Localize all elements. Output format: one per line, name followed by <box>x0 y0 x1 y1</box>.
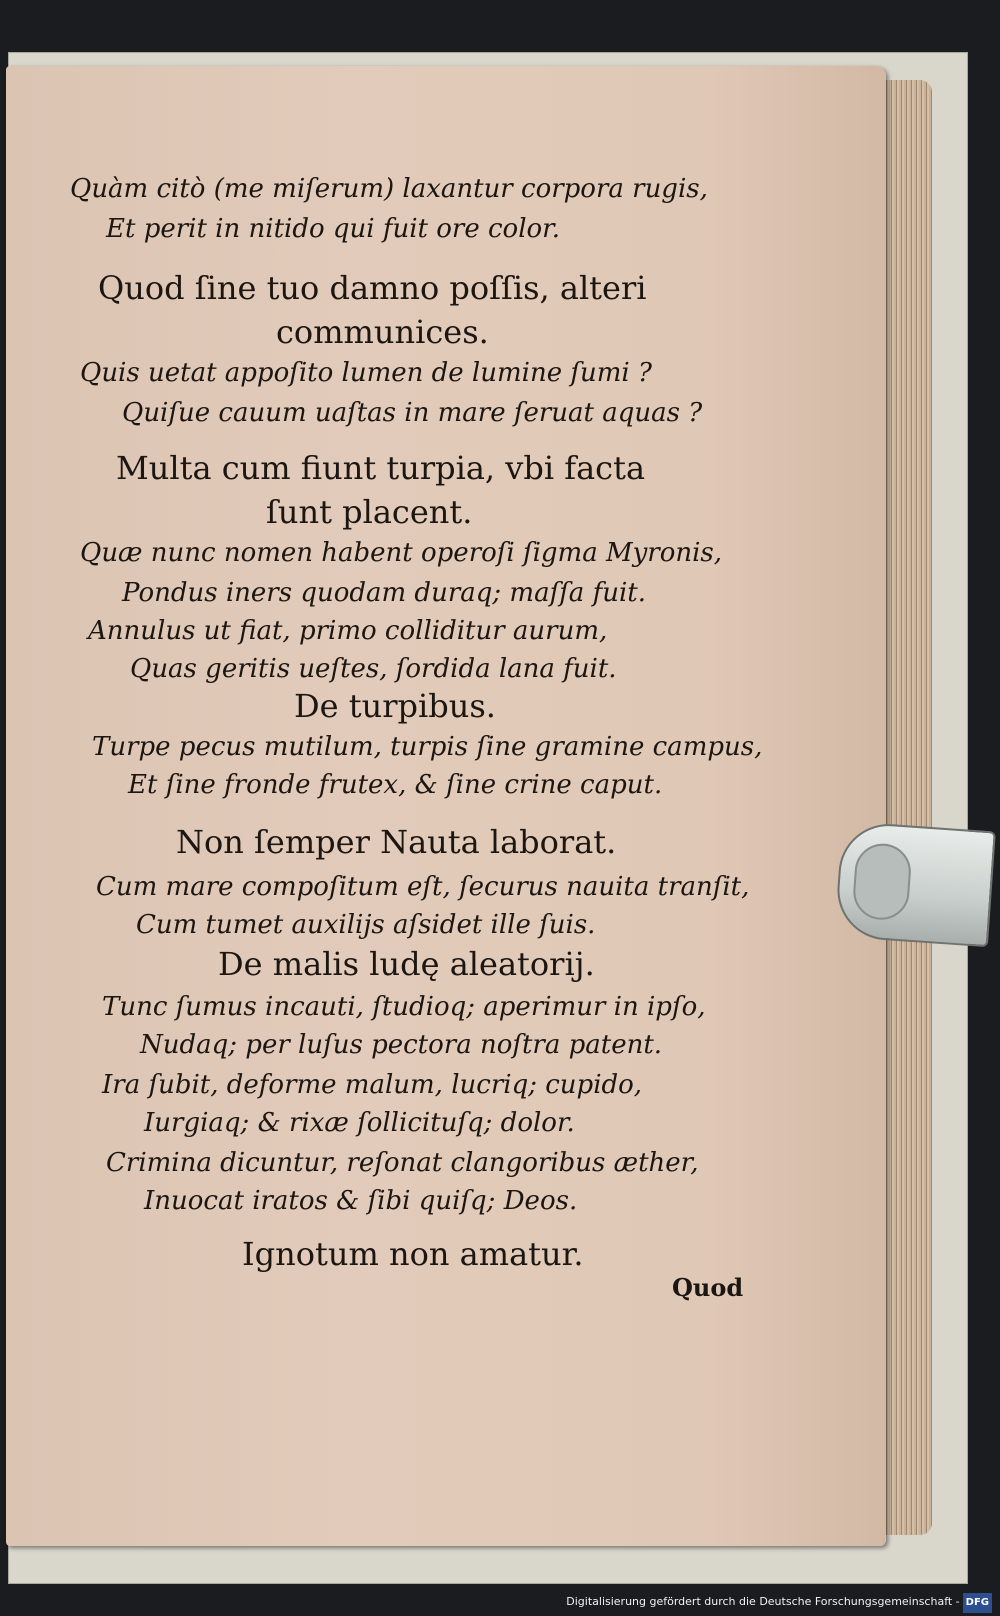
verse-line: Iurgiaq; & rixæ ſollicituſq; dolor. <box>144 1108 575 1138</box>
verse-line: Turpe pecus mutilum, turpis ſine gramine campus, <box>92 732 763 762</box>
section-heading: Non ſemper Nauta laborat. <box>176 823 617 861</box>
verse-line: Crimina dicuntur, reſonat clangoribus æther, <box>106 1148 699 1178</box>
section-heading: communices. <box>276 313 489 351</box>
verse-line: Inuocat iratos & ſibi quiſq; Deos. <box>144 1186 578 1216</box>
verse-line: Et ſine fronde frutex, & ſine crine caput. <box>128 770 663 800</box>
digitization-credit <box>560 1592 992 1612</box>
verse-line: Annulus ut fiat, primo colliditur aurum, <box>88 616 608 646</box>
section-heading: De malis ludę aleatorij. <box>218 945 595 983</box>
section-heading: De turpibus. <box>294 687 496 725</box>
section-heading: Quod ſine tuo damno poſſis, alteri <box>98 269 647 307</box>
catchword: Quod <box>672 1273 744 1302</box>
verse-line: Quàm citò (me miſerum) laxantur corpora rugis, <box>70 174 708 204</box>
verse-line: Ira ſubit, deforme malum, lucriq; cupido, <box>102 1070 643 1100</box>
verse-line: Nudaq; per luſus pectora noſtra patent. <box>140 1030 663 1060</box>
section-heading: ſunt placent. <box>266 493 473 531</box>
verse-line: Cum mare compoſitum eſt, ſecurus nauita tranſit, <box>96 872 750 902</box>
verse-line: Et perit in nitido qui fuit ore color. <box>106 214 561 244</box>
verse-line: Quas geritis ueſtes, ſordida lana fuit. <box>130 654 617 684</box>
dfg-logo: DFG <box>963 1593 992 1613</box>
verse-line: Quiſue cauum uaſtas in mare ſeruat aquas ? <box>122 398 703 428</box>
verse-line: Pondus iners quodam duraq; maſſa fuit. <box>122 578 646 608</box>
section-heading: Multa cum fiunt turpia, vbi facta <box>116 449 646 487</box>
verse-line: Quis uetat appoſito lumen de lumine ſumi ? <box>80 358 652 388</box>
verse-line: Cum tumet auxilijs aſsidet ille ſuis. <box>136 910 596 940</box>
credit-text: Digitalisierung gefördert durch die Deutsche Forschungsgemeinschaft - <box>566 1595 960 1608</box>
verse-line: Tunc ſumus incauti, ſtudioq; aperimur in ipſo, <box>102 992 706 1022</box>
section-heading: Ignotum non amatur. <box>242 1235 584 1273</box>
verse-line: Quæ nunc nomen habent operoſi ſigma Myronis, <box>80 538 723 568</box>
